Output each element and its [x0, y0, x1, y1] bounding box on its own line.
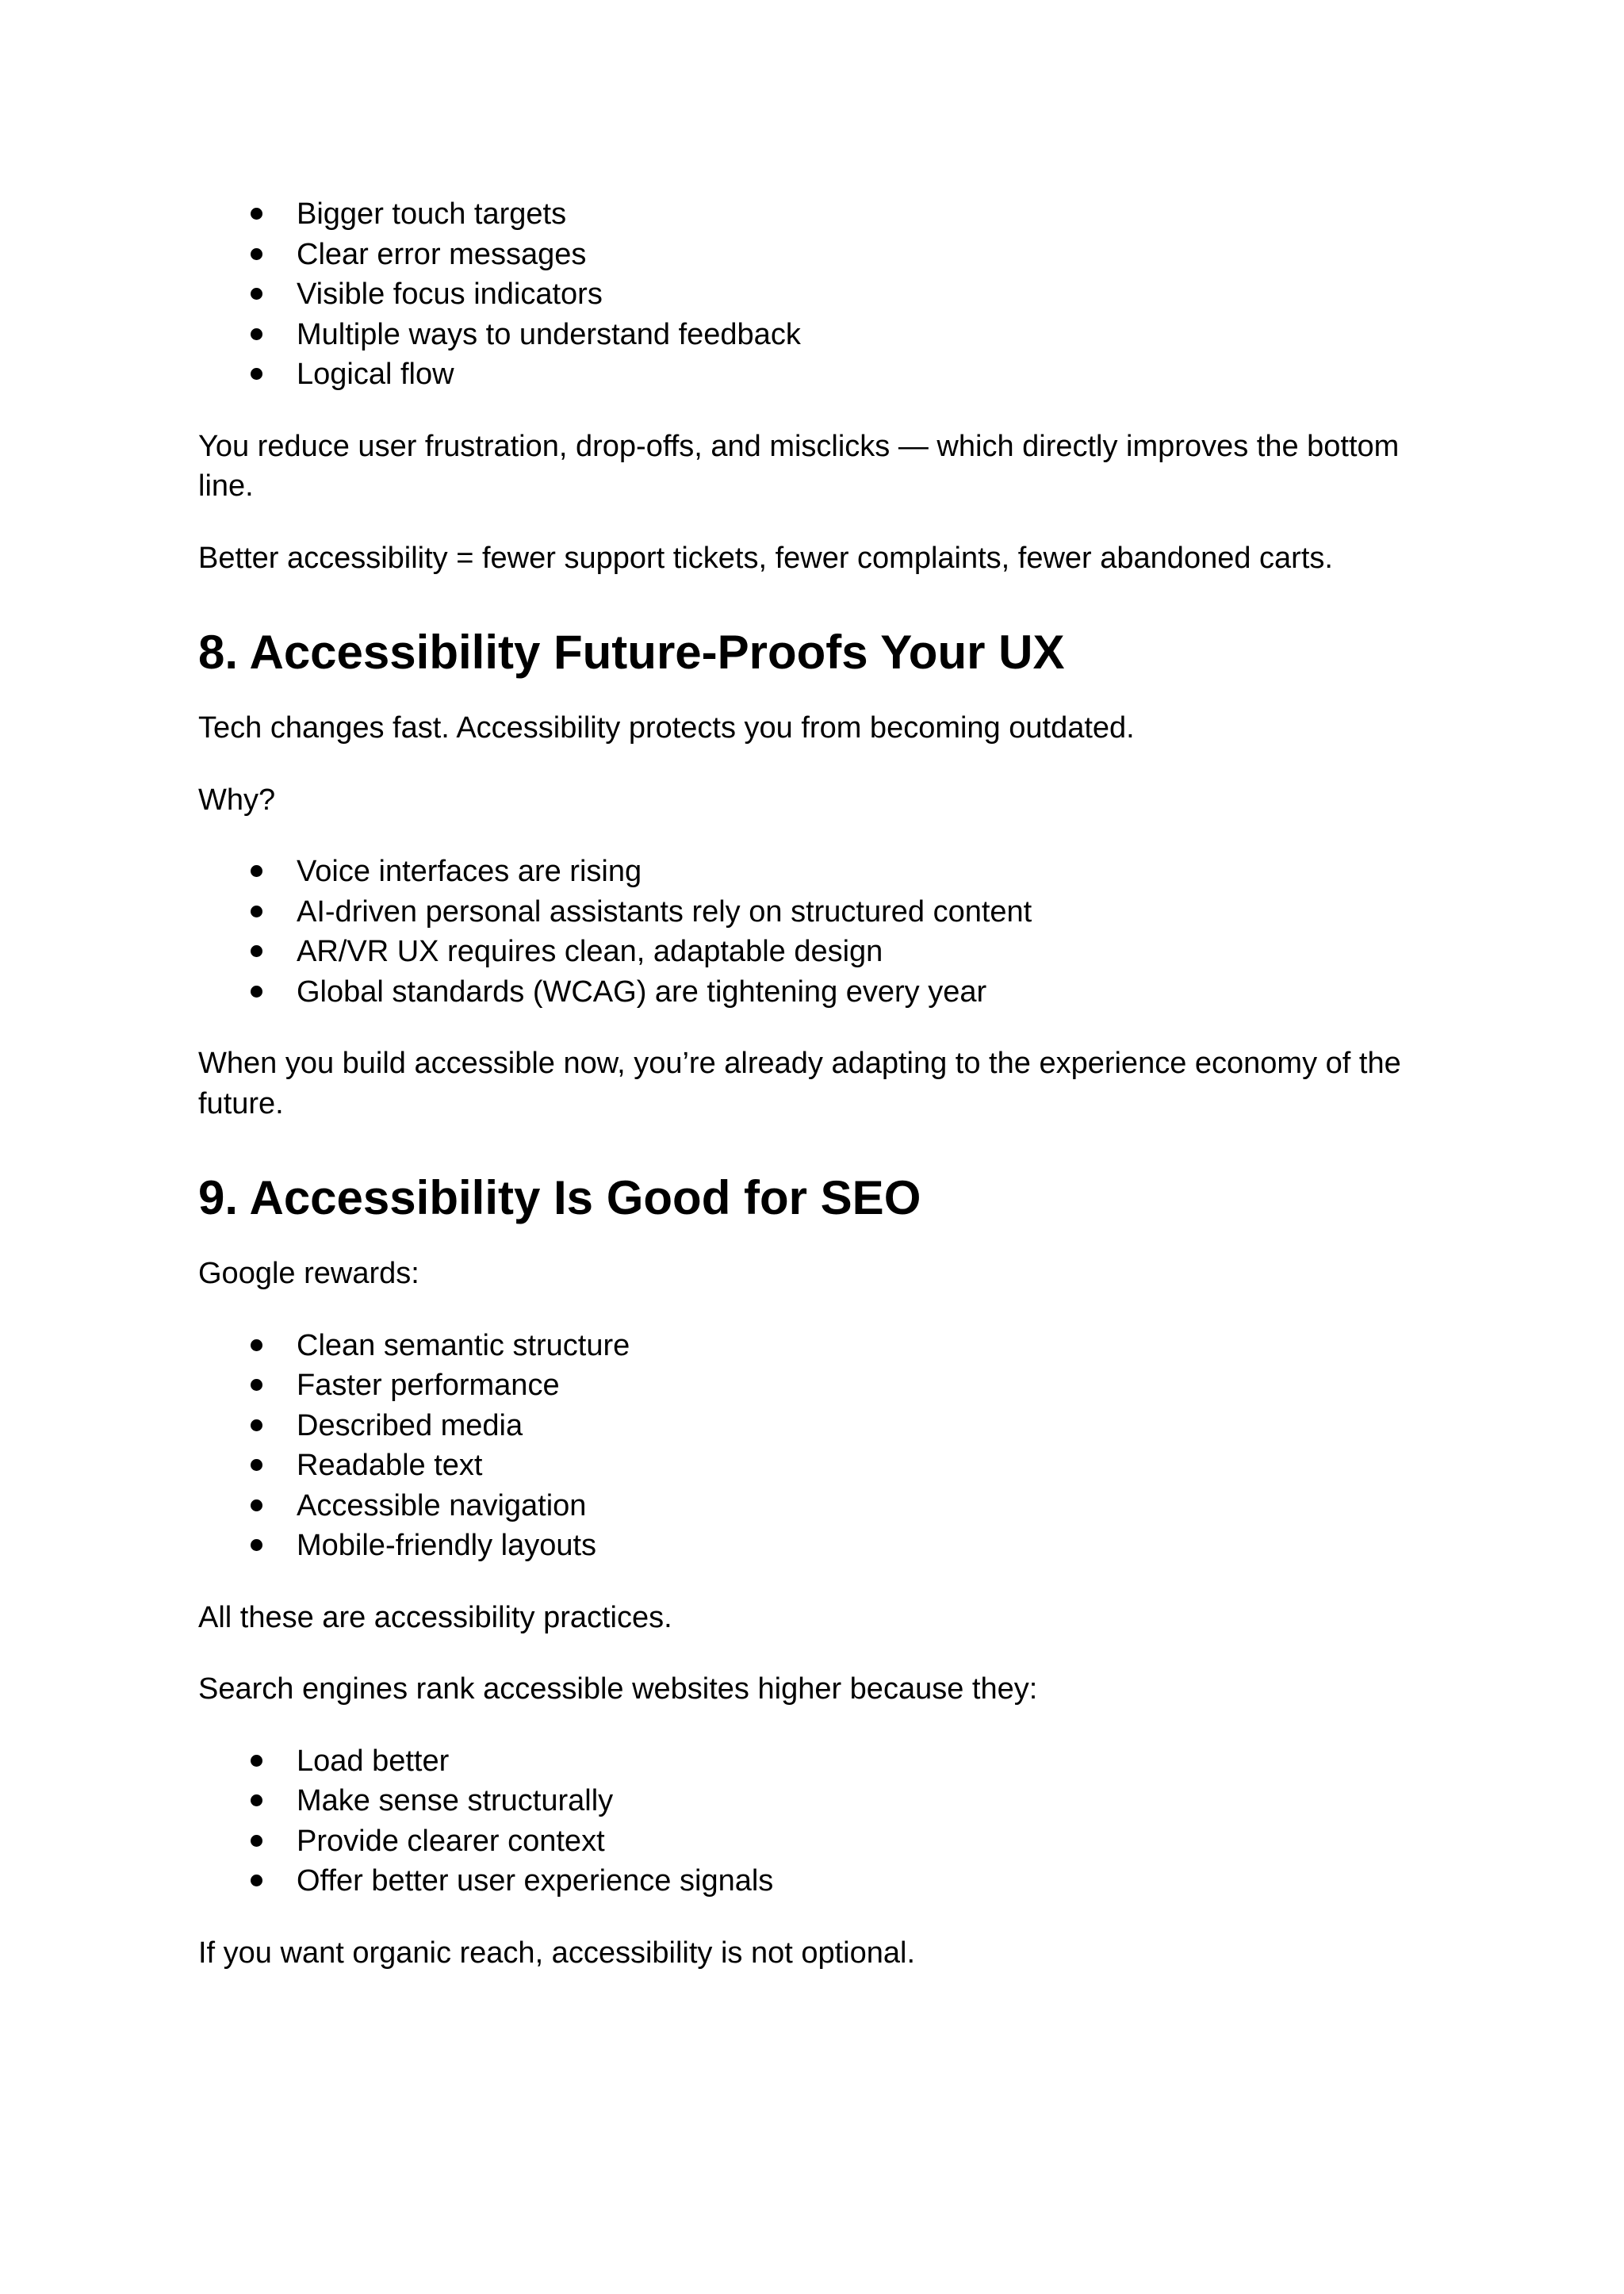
list-item — [198, 1526, 1426, 1566]
list-item — [198, 972, 1426, 1013]
list-item — [198, 932, 1426, 972]
list-item-text: Described media — [297, 1408, 523, 1442]
paragraph: If you want organic reach, accessibility is not optional. — [198, 1936, 916, 1970]
bullet-icon — [251, 1379, 262, 1391]
bullet-icon — [251, 328, 262, 340]
list-item-text: Make sense structurally — [297, 1784, 614, 1817]
section-heading: 9. Accessibility Is Good for SEO — [198, 1171, 921, 1224]
bullet-icon — [251, 248, 262, 260]
bullet-icon — [251, 906, 262, 917]
list-item — [198, 1486, 1426, 1526]
list-item — [198, 852, 1426, 892]
bullet-icon — [251, 1339, 262, 1351]
list-item-text: Multiple ways to understand feedback — [297, 317, 801, 351]
future-bullet-list — [198, 852, 1426, 1012]
list-item-text: Mobile-friendly layouts — [297, 1529, 597, 1562]
paragraph: Google rewards: — [198, 1257, 419, 1290]
intro-bullet-list — [198, 194, 1426, 395]
paragraph: Why? — [198, 783, 276, 817]
paragraph: When you build accessible now, you’re already adapting to the experience economy of the future. — [198, 1047, 1401, 1120]
bullet-icon — [251, 1499, 262, 1511]
list-item — [198, 354, 1426, 395]
list-item-text: Voice interfaces are rising — [297, 855, 642, 888]
bullet-icon — [251, 865, 262, 877]
list-item — [198, 1365, 1426, 1406]
list-item-text: Accessible navigation — [297, 1488, 587, 1522]
list-item — [198, 892, 1426, 933]
bullet-icon — [251, 1459, 262, 1471]
list-item — [198, 1446, 1426, 1486]
list-item-text: Global standards (WCAG) are tightening every year — [297, 975, 987, 1009]
bullet-icon — [251, 1419, 262, 1431]
list-item-text: Load better — [297, 1744, 450, 1778]
list-item-text: Visible focus indicators — [297, 278, 603, 311]
list-item — [198, 235, 1426, 275]
list-item-text: Logical flow — [297, 358, 454, 391]
document-page — [198, 194, 1426, 1973]
list-item — [198, 1821, 1426, 1862]
list-item-text: Bigger touch targets — [297, 197, 567, 231]
bullet-icon — [251, 1755, 262, 1767]
paragraph: You reduce user frustration, drop-offs, and misclicks — which directly improves the bottom line. — [198, 429, 1400, 503]
paragraph: Search engines rank accessible websites higher because they: — [198, 1672, 1038, 1706]
list-item — [198, 1741, 1426, 1782]
bullet-icon — [251, 208, 262, 220]
list-item-text: Faster performance — [297, 1369, 560, 1402]
list-item-text: AR/VR UX requires clean, adaptable design — [297, 935, 883, 968]
bullet-icon — [251, 1539, 262, 1551]
list-item-text: Offer better user experience signals — [297, 1864, 774, 1898]
paragraph: Tech changes fast. Accessibility protects you from becoming outdated. — [198, 711, 1135, 745]
bullet-icon — [251, 1794, 262, 1806]
list-item-text: Provide clearer context — [297, 1824, 605, 1858]
bullet-icon — [251, 986, 262, 998]
list-item — [198, 1781, 1426, 1821]
list-item-text: Clean semantic structure — [297, 1328, 630, 1362]
list-item — [198, 1326, 1426, 1366]
bullet-icon — [251, 945, 262, 957]
list-item-text: AI-driven personal assistants rely on structured content — [297, 894, 1032, 929]
section-heading: 8. Accessibility Future-Proofs Your UX — [198, 626, 1065, 679]
bullet-icon — [251, 368, 262, 380]
seo-rewards-bullet-list — [198, 1326, 1426, 1566]
list-item — [198, 1861, 1426, 1901]
seo-reasons-bullet-list — [198, 1741, 1426, 1901]
bullet-icon — [251, 1875, 262, 1886]
list-item — [198, 315, 1426, 355]
bullet-icon — [251, 288, 262, 300]
list-item-text: Readable text — [297, 1449, 483, 1482]
paragraph: Better accessibility = fewer support tickets, fewer complaints, fewer abandoned carts. — [198, 541, 1333, 575]
list-item — [198, 194, 1426, 235]
paragraph: All these are accessibility practices. — [198, 1600, 672, 1634]
list-item — [198, 1406, 1426, 1446]
list-item-text: Clear error messages — [297, 237, 587, 271]
bullet-icon — [251, 1835, 262, 1847]
list-item — [198, 274, 1426, 315]
